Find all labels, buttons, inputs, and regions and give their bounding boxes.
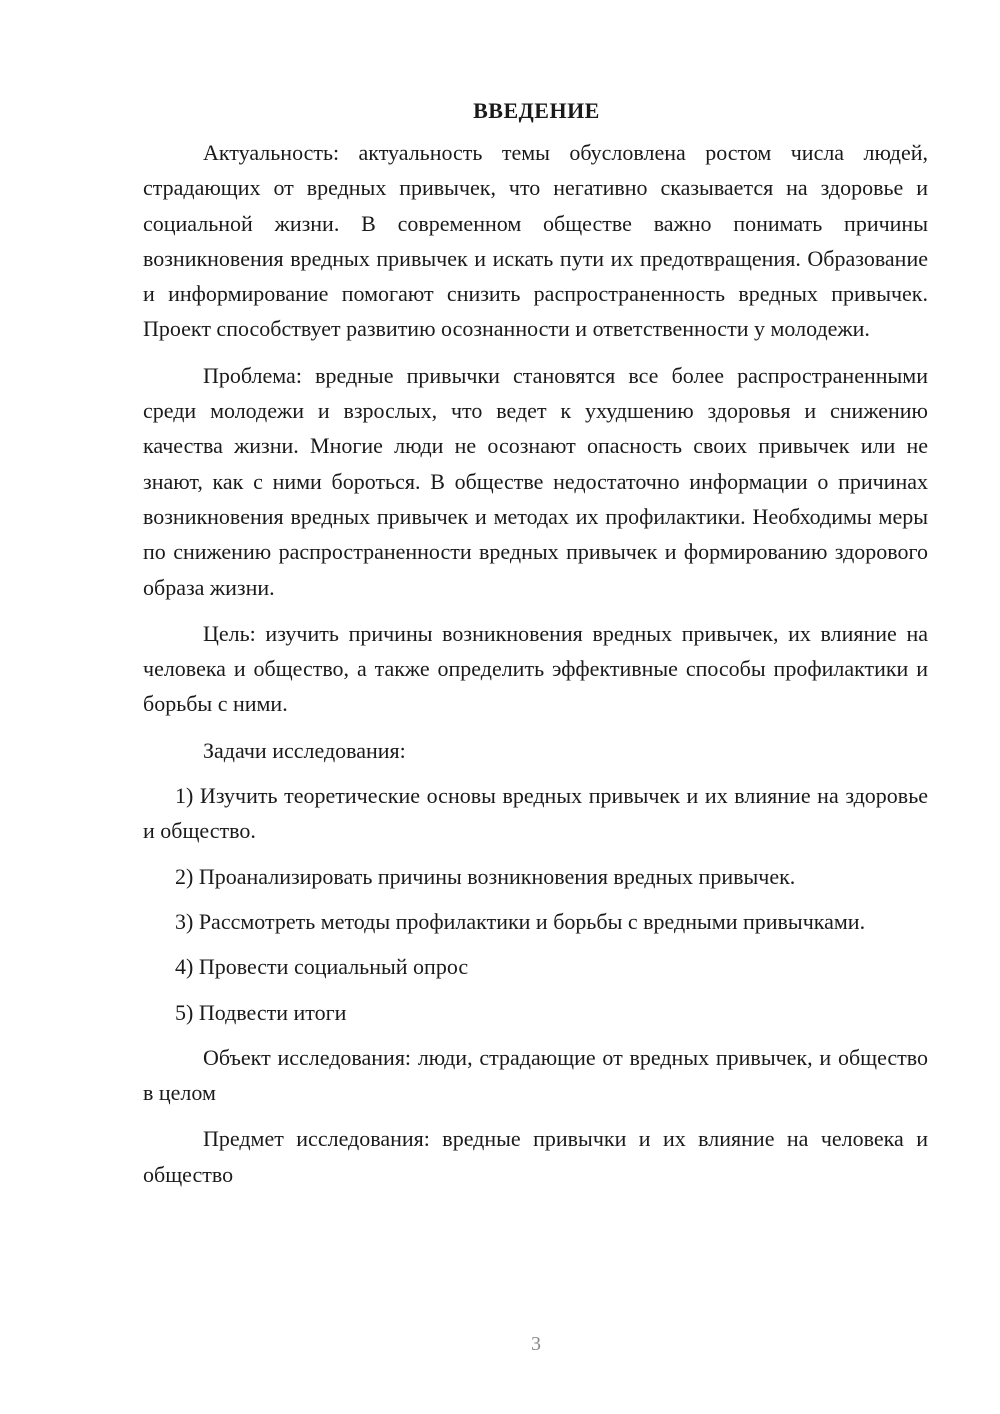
- goal-paragraph: Цель: изучить причины возникновения вредных привычек, их влияние на человека и общество, а также определить эффективные способы профилактики и борьбы с ними.: [143, 620, 928, 717]
- subject-paragraph: Предмет исследования: вредные привычки и их влияние на человека и общество: [143, 1126, 928, 1187]
- page-number: 3: [531, 1333, 541, 1355]
- task-item-1: 1) Изучить теоретические основы вредных привычек и их влияние на здоровье и общество.: [143, 783, 928, 844]
- document-page: [143, 96, 928, 1203]
- task-item-4: 4) Провести социальный опрос: [175, 954, 469, 980]
- task-item-5: 5) Подвести итоги: [175, 999, 347, 1025]
- task-item-2: 2) Проанализировать причины возникновения вредных привычек.: [175, 863, 796, 889]
- task-item-3: 3) Рассмотреть методы профилактики и борьбы с вредными привычками.: [175, 908, 866, 934]
- page-title: ВВЕДЕНИЕ: [473, 98, 600, 123]
- tasks-heading: Задачи исследования:: [203, 737, 406, 763]
- object-paragraph: Объект исследования: люди, страдающие от вредных привычек, и общество в целом: [143, 1044, 928, 1106]
- relevance-paragraph: Актуальность: актуальность темы обусловлена ростом числа людей, страдающих от вредных привычек, что негативно сказывается на здоровье и социальной жизни. В современном обществе важно понимать причины возникновения вредных привычек и искать пути их предотвращения. Образование и информирование помогают снизить распространенность вредных привычек. Проект способствует развитию осознанности и ответственности у молодежи.: [143, 140, 928, 342]
- problem-paragraph: Проблема: вредные привычки становятся все более распространенными среди молодежи и взрослых, что ведет к ухудшению здоровья и снижению качества жизни. Многие люди не осознают опасность своих привычек или не знают, как с ними бороться. В обществе недостаточно информации о причинах возникновения вредных привычек и методах их профилактики. Необходимы меры по снижению распространенности вредных привычек и формированию здорового образа жизни.: [143, 362, 928, 600]
